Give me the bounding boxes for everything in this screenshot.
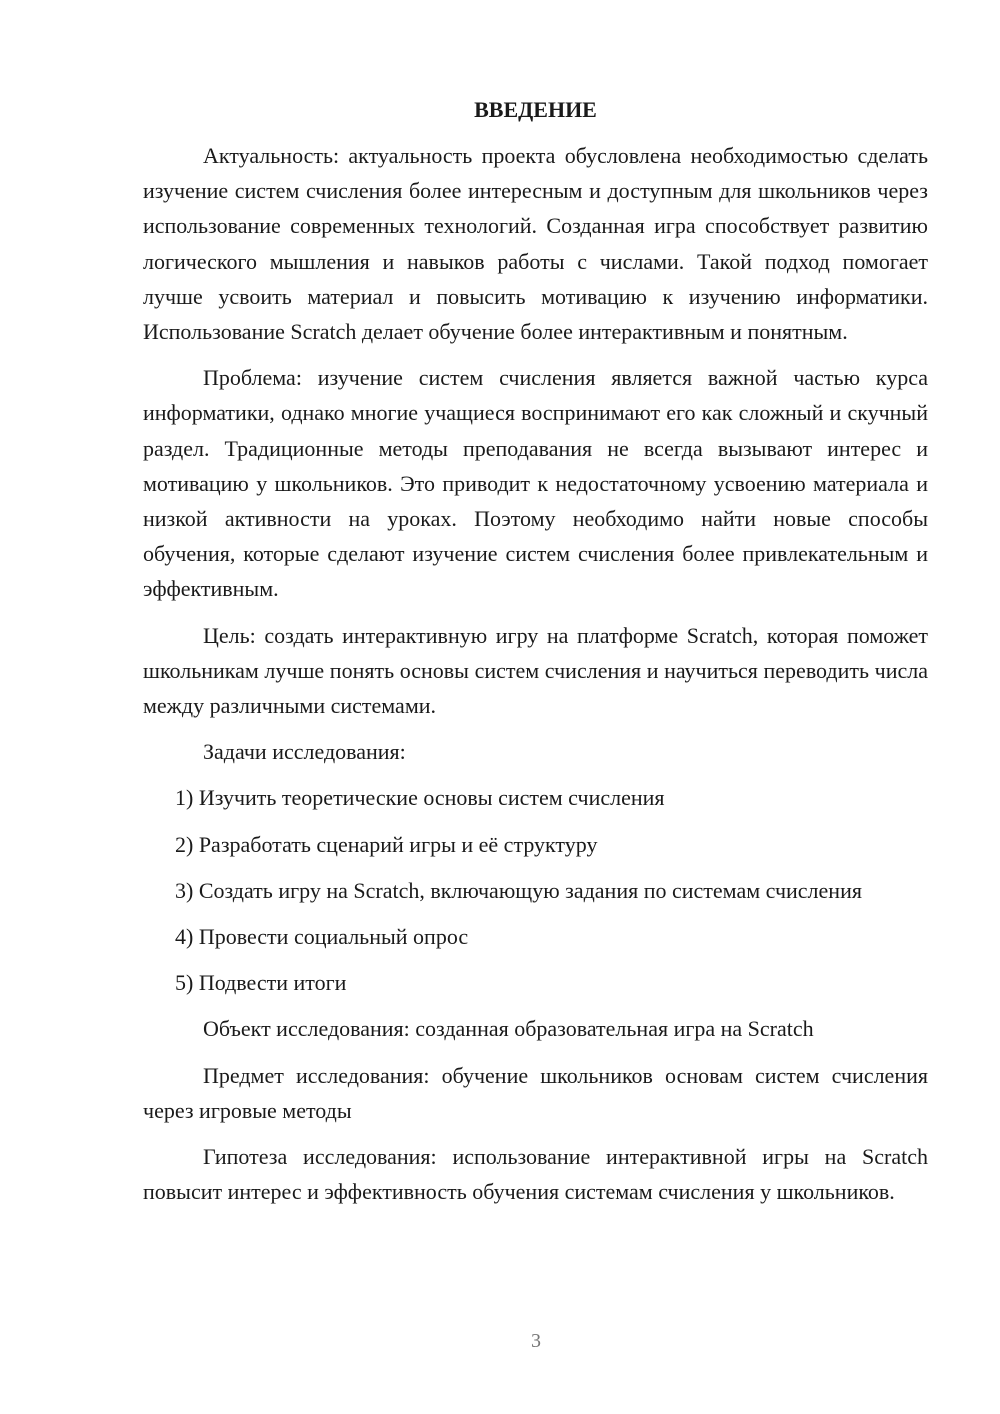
task-item: 4) Провести социальный опрос: [175, 924, 469, 950]
paragraph-goal: Цель: создать интерактивную игру на платформе Scratch, которая поможет школьникам лучше понять основы систем счисления и научиться переводить числа между различными системами.: [143, 622, 928, 719]
paragraph-object: Объект исследования: созданная образовательная игра на Scratch: [203, 1016, 814, 1042]
task-item: 5) Подвести итоги: [175, 970, 347, 996]
paragraph-subject: Предмет исследования: обучение школьников основам систем счисления через игровые методы: [143, 1062, 928, 1123]
task-item: 2) Разработать сценарий игры и её структуру: [175, 831, 598, 857]
task-item: 1) Изучить теоретические основы систем счисления: [175, 785, 665, 811]
page-number: 3: [531, 1330, 541, 1352]
paragraph-tasks-heading: Задачи исследования:: [203, 739, 406, 765]
task-item: 3) Создать игру на Scratch, включающую задания по системам счисления: [175, 877, 862, 903]
paragraph-relevance: Актуальность: актуальность проекта обусловлена необходимостью сделать изучение систем счисления более интересным и доступным для школьников через использование современных технологий. Созданная игра способствует развитию логического мышления и навыков работы с числами. Такой подход помогает лучше усвоить материал и повысить мотивацию к изучению информатики. Использование Scratch делает обучение более интерактивным и понятным.: [143, 143, 928, 345]
document-body: [143, 92, 928, 1220]
paragraph-hypothesis: Гипотеза исследования: использование интерактивной игры на Scratch повысит интерес и эффективность обучения системам счисления у школьников.: [143, 1144, 928, 1205]
section-title: ВВЕДЕНИЕ: [474, 97, 597, 122]
paragraph-problem: Проблема: изучение систем счисления является важной частью курса информатики, однако многие учащиеся воспринимают его как сложный и скучный раздел. Традиционные методы преподавания не всегда вызывают интерес и мотивацию у школьников. Это приводит к недостаточному усвоению материала и низкой активности на уроках. Поэтому необходимо найти новые способы обучения, которые сделают изучение систем счисления более привлекательным и эффективным.: [143, 365, 928, 602]
